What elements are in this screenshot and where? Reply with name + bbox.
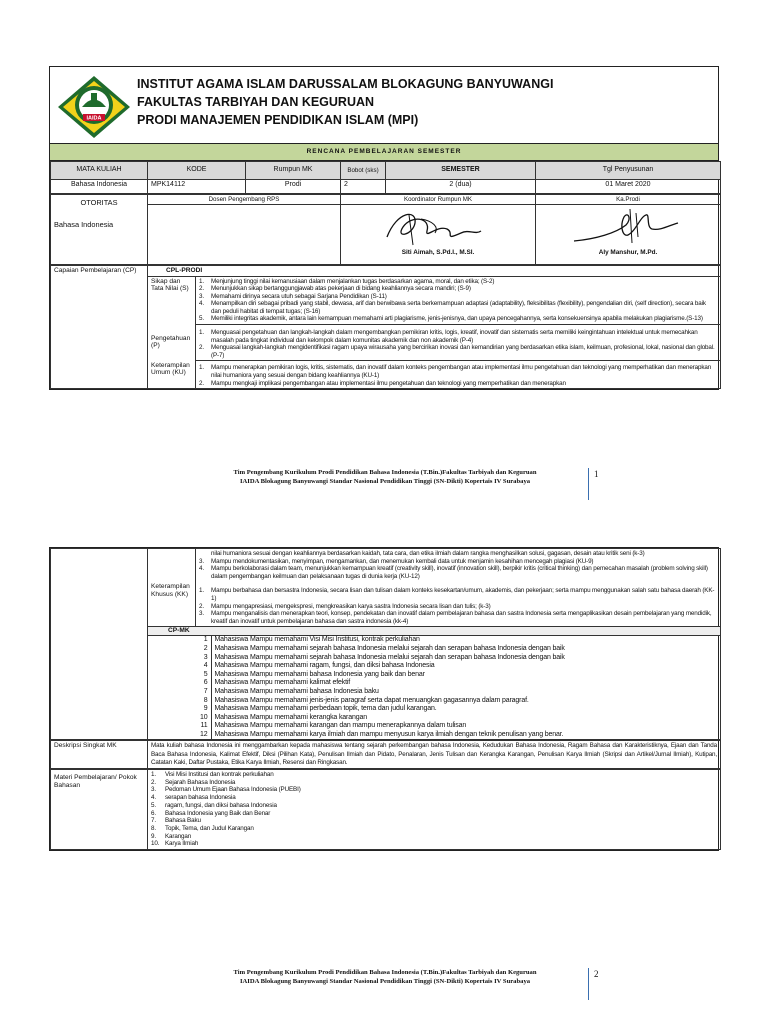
footer-text: [180, 968, 590, 986]
materi-table: [50, 769, 721, 850]
header-mata-kuliah: MATA KULIAH: [51, 162, 148, 180]
pengetahuan-label: Pengetahuan (P): [148, 325, 196, 361]
header-bobot: Bobot (sks): [341, 162, 386, 180]
footer-line2: IAIDA Blokagung Banyuwangi Standar Nasional Pendidikan Tinggi (SN-Dikti) Kopertais IV Surabaya: [239, 478, 531, 485]
institution-line3: PRODI MANAJEMEN PENDIDIKAN ISLAM (MPI): [137, 113, 419, 127]
materi-list: [148, 770, 721, 850]
col-kaprodi: Ka.Prodi: [536, 195, 721, 205]
otoritas-label: OTORITAS: [80, 198, 118, 207]
pengetahuan-item: 1. Menguasai pengetahuan dan langkah-langkah dalam mengembangkan pemikiran kritis, logis, kreatif, inovatif dan sistematis serta memiliki keingintahuan intelektual untuk memecahkan masalah pada tingkat individual dan kelompok dalam komunitas akademik dan non akademik (P-4): [199, 329, 698, 344]
cp-table-page2: [50, 548, 721, 740]
ku-list-page2: [196, 549, 721, 582]
cpmk-row: [148, 705, 721, 714]
materi-item: 2. Sejarah Bahasa Indonesia: [151, 778, 236, 786]
ku-item: nilai humaniora sesuai dengan keahliannya berdasarkan kaidah, tata cara, dan etika ilmiah dalam rangka menghasilkan solusi, gagasan, desain atau kritik seni (k-3): [211, 550, 645, 557]
cpmk-cell: [148, 627, 721, 740]
cp-continued-cell: [51, 549, 148, 740]
ku-list-page1: [196, 361, 721, 389]
cpmk-row: [148, 645, 721, 654]
materi-item: 9. Karangan: [151, 832, 192, 840]
ku-label: Keterampilan Umum (KU): [148, 361, 196, 389]
materi-item: 3. Pedoman Umum Ejaan Bahasa Indonesia (PUEBI): [151, 786, 301, 794]
value-mata-kuliah: Bahasa Indonesia: [51, 180, 148, 194]
sig-koordinator-name: Siti Aimah, S.Pd.I., M.SI.: [401, 249, 475, 256]
cpmk-text: Mahasiswa Mampu memahami bahasa Indonesia baku: [211, 688, 721, 697]
course-info-table: [50, 161, 721, 194]
cpmk-text: Mahasiswa Mampu memahami Visi Misi Institusi, kontrak perkuliahan: [211, 636, 721, 645]
sikap-item: 2. Menunjukkan sikap bertanggungjawab atas pekerjaan di bidang keahliannya secara mandiri; (S-9): [199, 285, 471, 293]
cpmk-text: Mahasiswa Mampu memahami karangan dan mampu menerapkannya dalam tulisan: [211, 722, 721, 731]
page-2: [0, 512, 768, 1024]
ku-label-continued: [148, 549, 196, 582]
ku-item: 1. Mampu menerapkan pemikiran logis, kritis, sistematis, dan inovatif dalam konteks pengembangan atau implementasi ilmu pengetahuan dan teknologi yang memperhatikan dan menerapkan nilai humaniora yang sesuai dengan bidang keahliannya (KU-1): [199, 364, 712, 380]
kk-label: Keterampilan Khusus (KK): [148, 581, 196, 626]
cpmk-number: 1: [148, 636, 211, 645]
cpmk-number: 5: [148, 671, 211, 680]
footer-text: [180, 468, 590, 486]
materi-item: 6. Bahasa Indonesia yang Baik dan Benar: [151, 809, 271, 817]
cpmk-number: 12: [148, 731, 211, 740]
sikap-list: [196, 276, 721, 325]
sig-kaprodi-name: Aly Manshur, M.Pd.: [598, 249, 658, 256]
cpmk-number: 9: [148, 705, 211, 714]
signature-kaprodi-icon: [566, 207, 686, 249]
cpmk-number: 3: [148, 654, 211, 663]
header-semester: SEMESTER: [386, 162, 536, 180]
rps-frame-page2: [49, 547, 719, 851]
iaida-logo-icon: [54, 74, 134, 140]
institution-header: [50, 67, 718, 144]
rps-frame-page1: [49, 66, 719, 390]
materi-item: 8. Topik, Tema, dan Judul Karangan: [151, 825, 254, 832]
header-tgl: Tgl Penyusunan: [536, 162, 721, 180]
logo-text: IAIDA: [86, 115, 102, 122]
materi-item: 7. Bahasa Baku: [151, 817, 201, 825]
footer-divider: [588, 468, 589, 500]
deskripsi-label: Deskripsi Singkat MK: [51, 741, 148, 769]
deskripsi-table: [50, 740, 721, 769]
ku-item: 2. Mampu mengkaji implikasi pengembangan atau implementasi ilmu pengetahuan dan teknologi yang memperhatikan dan menerapkan: [199, 379, 566, 387]
materi-item: 1. Visi Misi Institusi dan kontrak perkuliahan: [151, 771, 274, 779]
sikap-item: 3. Memahami dirinya secara utuh sebagai Sarjana Pendidikan (S-11): [199, 292, 387, 300]
cpmk-text: Mahasiswa Mampu memahami sejarah bahasa Indonesia melalui sejarah dan serapan bahasa Indonesia dengan baik: [211, 645, 721, 654]
col-koordinator: Koordinator Rumpun MK: [341, 195, 536, 205]
cpmk-row: [148, 671, 721, 680]
kk-item: 2. Mampu mengapresiasi, mengekspresi, mengkreasikan karya sastra Indonesia secara lisan dan tulis; (k-3): [199, 602, 491, 610]
value-tgl: 01 Maret 2020: [536, 180, 721, 194]
cpmk-number: 4: [148, 662, 211, 671]
cpmk-text: Mahasiswa Mampu memahami ragam, fungsi, dan diksi bahasa Indonesia: [211, 662, 721, 671]
cpmk-text: Mahasiswa Mampu memahami karya ilmiah dan mampu menyusun karya ilmiah dengan teknik penulisan yang benar.: [211, 731, 721, 740]
cpmk-number: 7: [148, 688, 211, 697]
rps-title-band: RENCANA PEMBELAJARAN SEMESTER: [50, 144, 718, 161]
cpmk-row: [148, 662, 721, 671]
deskripsi-text: Mata kuliah bahasa Indonesia ini menggambarkan kepada mahasiswa tentang sejarah perkembangan bahasa Indonesia, Kedudukan Bahasa Indonesia, Ragam Bahasa dan Karakteristiknya, Ejaan dan Tanda Baca Bahasa Indonesia, Kalimat Efektif, Diksi (Pilihan Kata), Penulisan Ilmiah dan Pidato, Penalaran, Jenis Tulisan dan Kerangka Karangan, Penulisan Karya Ilmiah (Skripsi dan Artikel/Jurnal Ilmiah), Kutipan, Catatan Kaki, Daftar Pustaka, Etika Karya Ilmiah, Resensi dan Ringkasan.: [148, 741, 721, 769]
cpmk-number: 10: [148, 714, 211, 723]
cpmk-number: 2: [148, 645, 211, 654]
cpmk-text: Mahasiswa Mampu memahami jenis-jenis paragraf serta dapat menuangkan gagasannya dalam paragraf.: [211, 697, 721, 706]
sig-kaprodi-cell: [536, 205, 721, 265]
header-rumpun: Rumpun MK: [246, 162, 341, 180]
page-number-1: 1: [594, 469, 599, 479]
materi-item: 10. Karya Ilmiah: [151, 840, 199, 848]
cpmk-row: [148, 722, 721, 731]
sikap-item: 5. Memiliki integritas akademik, antara lain kemampuan memahami arti plagiarisme, jenis-jenisnya, dan upaya pencegahannya, serta konsekuensinya apabila melakukan plagiarisme.(S-13): [199, 315, 703, 323]
cpmk-row: [148, 714, 721, 723]
sikap-item: 1. Menjunjung tinggi nilai kemanusiaan dalam menjalankan tugas berdasarkan agama, moral, dan etika; (S-2): [199, 277, 495, 285]
kk-item: 3. Mampu menganalisis dan menerapkan teori, konsep, pendekatan dan inovatif dalam pembelajaran bahasa dan sastra Indonesia serta mengaplikasikan desain pembelajaran yang mendidik, kreatif dan inovatif untuk pembelajaran bahasa dan sastra indonesia (kk-4): [199, 610, 712, 625]
otoritas-cell: [51, 195, 148, 265]
cpmk-row: [148, 697, 721, 706]
sig-koordinator-cell: [341, 205, 536, 265]
cpmk-number: 11: [148, 722, 211, 731]
sig-dosen-cell: [148, 205, 341, 265]
cpmk-text: Mahasiswa Mampu memahami perbedaan topik, tema dan judul karangan.: [211, 705, 721, 714]
value-rumpun: Prodi: [246, 180, 341, 194]
kk-item: 1. Mampu berbahasa dan bersastra Indonesia, secara lisan dan tulisan dalam konteks kesekartan/umum, akademis, dan pekerjaan; serta mampu menggunakan salah satu bahasa daerah (KK-1): [199, 587, 715, 602]
otoritas-table: [50, 194, 721, 265]
cpmk-number: 6: [148, 679, 211, 688]
ku-item: 3. Mampu mendokumentasikan, menyimpan, mengamankan, dan menemukan kembali data untuk menjamin kesahihan mencegah plagiasi (KU-9): [199, 557, 594, 565]
sikap-label: Sikap dan Tata Nilai (S): [148, 276, 196, 325]
pengetahuan-item: 2. Menguasai langkah-langkah mengidentifikasi ragam upaya wirausaha yang bercirikan inovasi dan kemandirian yang berdasarkan etika islam, keilmuan, profesional, lokal, nasional dan global.(P-7): [199, 344, 715, 359]
cpmk-row: [148, 688, 721, 697]
kk-list: [196, 581, 721, 626]
cpl-prodi-label: CPL-PRODI: [148, 266, 721, 277]
cpmk-row: [148, 679, 721, 688]
materi-label: Materi Pembelajaran/ Pokok Bahasan: [51, 770, 148, 850]
footer-line1: Tim Pengembang Kurikulum Prodi Pendidikan Bahasa Indonesia (T.Bin.)Fakultas Tarbiyah dan Keguruan: [233, 469, 537, 476]
cpmk-text: Mahasiswa Mampu memahami bahasa Indonesia yang baik dan benar: [211, 671, 721, 680]
cp-label: Capaian Pembelajaran (CP): [51, 266, 148, 389]
header-kode: KODE: [148, 162, 246, 180]
cp-table-page1: [50, 265, 721, 389]
signature-koordinator-icon: [377, 207, 487, 249]
cpmk-row: [148, 654, 721, 663]
cpmk-text: Mahasiswa Mampu memahami sejarah bahasa Indonesia melalui sejarah dan serapan bahasa Indonesia dengan baik: [211, 654, 721, 663]
cpmk-table: [148, 636, 721, 739]
value-kode: MPK14112: [148, 180, 246, 194]
ku-item: 4. Mampu berkolaborasi dalam team, menunjukkan kemampuan kreatif (creativity skill), inovatif (innovation skill), berpikir kritis (critical thinking) dan pemecahan masalah (problem solving skill) dalam pengembangan keilmuan dan pelaksanaan tugas di dunia kerja (KU-12): [199, 565, 708, 580]
materi-item: 4. serapan bahasa Indonesia: [151, 794, 236, 802]
cpmk-row: [148, 731, 721, 740]
institution-line1: INSTITUT AGAMA ISLAM DARUSSALAM BLOKAGUNG BANYUWANGI: [137, 77, 554, 91]
cpmk-text: Mahasiswa Mampu memahami kerangka karangan: [211, 714, 721, 723]
institution-title: [137, 75, 553, 129]
col-dosen-pengembang: Dosen Pengembang RPS: [148, 195, 341, 205]
cpmk-text: Mahasiswa Mampu memahami kalimat efektif: [211, 679, 721, 688]
cpmk-number: 8: [148, 697, 211, 706]
footer-divider: [588, 968, 589, 1000]
cpmk-label: CP-MK: [148, 627, 720, 636]
footer-line2: IAIDA Blokagung Banyuwangi Standar Nasional Pendidikan Tinggi (SN-Dikti) Kopertais IV Surabaya: [239, 978, 531, 985]
materi-item: 5. ragam, fungsi, dan diksi bahasa Indonesia: [151, 801, 277, 809]
value-semester: 2 (dua): [386, 180, 536, 194]
page-number-2: 2: [594, 969, 599, 979]
pengetahuan-list: [196, 325, 721, 361]
institution-line2: FAKULTAS TARBIYAH DAN KEGURUAN: [137, 95, 375, 109]
footer-line1: Tim Pengembang Kurikulum Prodi Pendidikan Bahasa Indonesia (T.Bin.)Fakultas Tarbiyah dan Keguruan: [233, 969, 537, 976]
cpmk-row: [148, 636, 721, 645]
otoritas-course: Bahasa Indonesia: [54, 220, 114, 230]
sikap-item: 4. Menampilkan diri sebagai pribadi yang stabil, dewasa, arif dan berwibawa serta berkemampuan adaptasi (adaptability), fleksibilitas (flexibility), pengendalian diri, (self direction), secara baik dan peduli habitat di tempat tugas; (S-16): [199, 300, 706, 315]
value-bobot: 2: [341, 180, 386, 194]
